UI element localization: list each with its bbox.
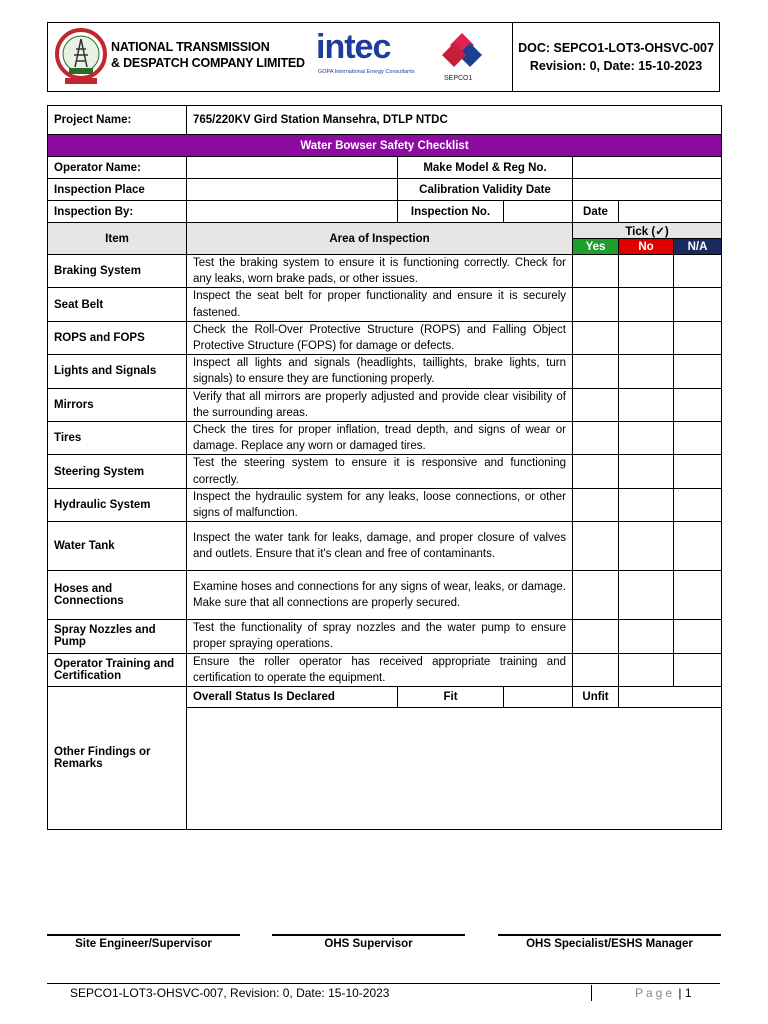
tick-na-cell[interactable] <box>674 388 722 421</box>
tick-yes-cell[interactable] <box>573 653 619 686</box>
tick-no-cell[interactable] <box>619 355 674 388</box>
item-name: Spray Nozzles and Pump <box>48 620 187 653</box>
company-name-line2: & DESPATCH COMPANY LIMITED <box>111 56 305 70</box>
sepco-text: SEPCO1 <box>444 75 473 82</box>
checklist-table <box>47 105 722 830</box>
checklist-row <box>48 288 722 321</box>
page-word: Page <box>635 986 676 1000</box>
tick-na-cell[interactable] <box>674 620 722 653</box>
tick-na-cell[interactable] <box>674 488 722 521</box>
footer-divider <box>591 985 592 1001</box>
tick-yes-cell[interactable] <box>573 488 619 521</box>
na-header: N/A <box>674 239 722 255</box>
tick-header: Tick (✓) <box>573 223 722 239</box>
tick-yes-cell[interactable] <box>573 388 619 421</box>
item-name: Hoses and Connections <box>48 571 187 620</box>
place-field[interactable] <box>187 179 398 201</box>
tick-no-cell[interactable] <box>619 455 674 488</box>
checklist-row <box>48 488 722 521</box>
project-label: Project Name: <box>48 106 187 135</box>
tick-yes-cell[interactable] <box>573 522 619 571</box>
page-number: 1 <box>684 986 692 1000</box>
checklist-row <box>48 422 722 455</box>
tick-no-cell[interactable] <box>619 571 674 620</box>
fit-label: Fit <box>398 687 504 708</box>
inspection-by-field[interactable] <box>187 201 398 223</box>
remarks-label: Other Findings or Remarks <box>48 687 187 830</box>
project-value[interactable]: 765/220KV Gird Station Mansehra, DTLP NTDC <box>187 106 722 135</box>
area-header: Area of Inspection <box>187 223 573 255</box>
checklist-row <box>48 355 722 388</box>
item-name: ROPS and FOPS <box>48 321 187 354</box>
tick-no-cell[interactable] <box>619 488 674 521</box>
tick-na-cell[interactable] <box>674 653 722 686</box>
document-header <box>47 22 720 92</box>
doc-number: DOC: SEPCO1-LOT3-OHSVC-007 <box>518 41 714 55</box>
item-description: Ensure the roller operator has received appropriate training and certification to operate the equipment. <box>187 653 573 686</box>
tick-no-cell[interactable] <box>619 522 674 571</box>
item-description: Test the steering system to ensure it is responsive and functioning correctly. <box>187 455 573 488</box>
checklist-row <box>48 653 722 686</box>
inspection-no-label: Inspection No. <box>398 201 504 223</box>
date-label: Date <box>573 201 619 223</box>
tick-yes-cell[interactable] <box>573 620 619 653</box>
make-model-label: Make Model & Reg No. <box>398 157 573 179</box>
operator-label: Operator Name: <box>48 157 187 179</box>
place-label: Inspection Place <box>48 179 187 201</box>
tick-no-cell[interactable] <box>619 620 674 653</box>
checklist-row <box>48 388 722 421</box>
item-header: Item <box>48 223 187 255</box>
site-engineer-label: Site Engineer/Supervisor <box>75 938 212 950</box>
item-name: Seat Belt <box>48 288 187 321</box>
item-name: Water Tank <box>48 522 187 571</box>
item-name: Operator Training and Certification <box>48 653 187 686</box>
item-name: Tires <box>48 422 187 455</box>
item-description: Check the tires for proper inflation, tread depth, and signs of wear or damage. Replace any worn or damaged tires. <box>187 422 573 455</box>
calibration-label: Calibration Validity Date <box>398 179 573 201</box>
item-name: Hydraulic System <box>48 488 187 521</box>
make-model-field[interactable] <box>573 157 722 179</box>
tick-na-cell[interactable] <box>674 455 722 488</box>
inspection-by-label: Inspection By: <box>48 201 187 223</box>
operator-field[interactable] <box>187 157 398 179</box>
tick-yes-cell[interactable] <box>573 571 619 620</box>
company-name-line1: NATIONAL TRANSMISSION <box>111 40 270 54</box>
item-description: Test the braking system to ensure it is functioning correctly. Check for any leaks, worn brake pads, or other issues. <box>187 255 573 288</box>
tick-yes-cell[interactable] <box>573 321 619 354</box>
overall-status-label: Overall Status Is Declared <box>187 687 398 708</box>
signature-line-ohs <box>272 934 465 936</box>
footer-rule <box>47 983 720 984</box>
tick-na-cell[interactable] <box>674 321 722 354</box>
intec-tagline: GOPA International Energy Consultants <box>318 69 415 75</box>
fit-field[interactable] <box>504 687 573 708</box>
checklist-row <box>48 620 722 653</box>
tick-no-cell[interactable] <box>619 288 674 321</box>
signature-line-site <box>47 934 240 936</box>
checklist-row <box>48 522 722 571</box>
footer-page: Page | 1 <box>635 986 692 1000</box>
checklist-row <box>48 571 722 620</box>
sepco-logo <box>440 31 484 75</box>
yes-header: Yes <box>573 239 619 255</box>
item-name: Lights and Signals <box>48 355 187 388</box>
ohs-manager-label: OHS Specialist/ESHS Manager <box>526 938 693 950</box>
checklist-row <box>48 321 722 354</box>
items-body <box>48 255 722 687</box>
tick-no-cell[interactable] <box>619 255 674 288</box>
tick-yes-cell[interactable] <box>573 288 619 321</box>
no-header: No <box>619 239 674 255</box>
item-description: Inspect the water tank for leaks, damage, and proper closure of valves and outlets. Ensure that it's clean and free of contaminants. <box>187 522 573 571</box>
item-description: Test the functionality of spray nozzles and the water pump to ensure proper spraying operations. <box>187 620 573 653</box>
checklist-row <box>48 455 722 488</box>
ohs-supervisor-label: OHS Supervisor <box>324 938 413 950</box>
checklist-title: Water Bowser Safety Checklist <box>48 135 722 157</box>
tick-no-cell[interactable] <box>619 321 674 354</box>
tick-yes-cell[interactable] <box>573 255 619 288</box>
logos-area <box>48 23 513 91</box>
intec-logo: intec <box>316 28 391 66</box>
inspection-no-field[interactable] <box>504 201 573 223</box>
item-name: Steering System <box>48 455 187 488</box>
doc-revision: Revision: 0, Date: 15-10-2023 <box>529 59 703 73</box>
checklist-row <box>48 255 722 288</box>
tick-na-cell[interactable] <box>674 571 722 620</box>
date-field[interactable] <box>619 201 722 223</box>
item-description: Examine hoses and connections for any signs of wear, leaks, or damage. Make sure that all connections are properly secured. <box>187 571 573 620</box>
signature-line-manager <box>498 934 721 936</box>
remarks-field[interactable] <box>187 708 722 830</box>
item-name: Mirrors <box>48 388 187 421</box>
unfit-field[interactable] <box>619 687 722 708</box>
tick-no-cell[interactable] <box>619 388 674 421</box>
tick-na-cell[interactable] <box>674 255 722 288</box>
doc-info <box>513 23 719 91</box>
unfit-label: Unfit <box>573 687 619 708</box>
tick-no-cell[interactable] <box>619 653 674 686</box>
item-description: Inspect all lights and signals (headlights, taillights, brake lights, turn signals) to ensure they are functioning properly. <box>187 355 573 388</box>
item-description: Inspect the seat belt for proper functionality and ensure it is securely fastened. <box>187 288 573 321</box>
company-name <box>111 39 305 71</box>
tick-na-cell[interactable] <box>674 288 722 321</box>
tick-yes-cell[interactable] <box>573 455 619 488</box>
tick-na-cell[interactable] <box>674 422 722 455</box>
item-description: Verify that all mirrors are properly adjusted and provide clear visibility of the surrounding areas. <box>187 388 573 421</box>
tick-na-cell[interactable] <box>674 355 722 388</box>
calibration-field[interactable] <box>573 179 722 201</box>
footer-doc: SEPCO1-LOT3-OHSVC-007, Revision: 0, Date: 15-10-2023 <box>70 986 390 1000</box>
tick-yes-cell[interactable] <box>573 422 619 455</box>
item-description: Check the Roll-Over Protective Structure (ROPS) and Falling Object Protective Structure (FOPS) for damage or defects. <box>187 321 573 354</box>
item-description: Inspect the hydraulic system for any leaks, loose connections, or other signs of malfunction. <box>187 488 573 521</box>
tick-yes-cell[interactable] <box>573 355 619 388</box>
tick-no-cell[interactable] <box>619 422 674 455</box>
item-name: Braking System <box>48 255 187 288</box>
ntdc-logo <box>55 27 107 87</box>
tick-na-cell[interactable] <box>674 522 722 571</box>
